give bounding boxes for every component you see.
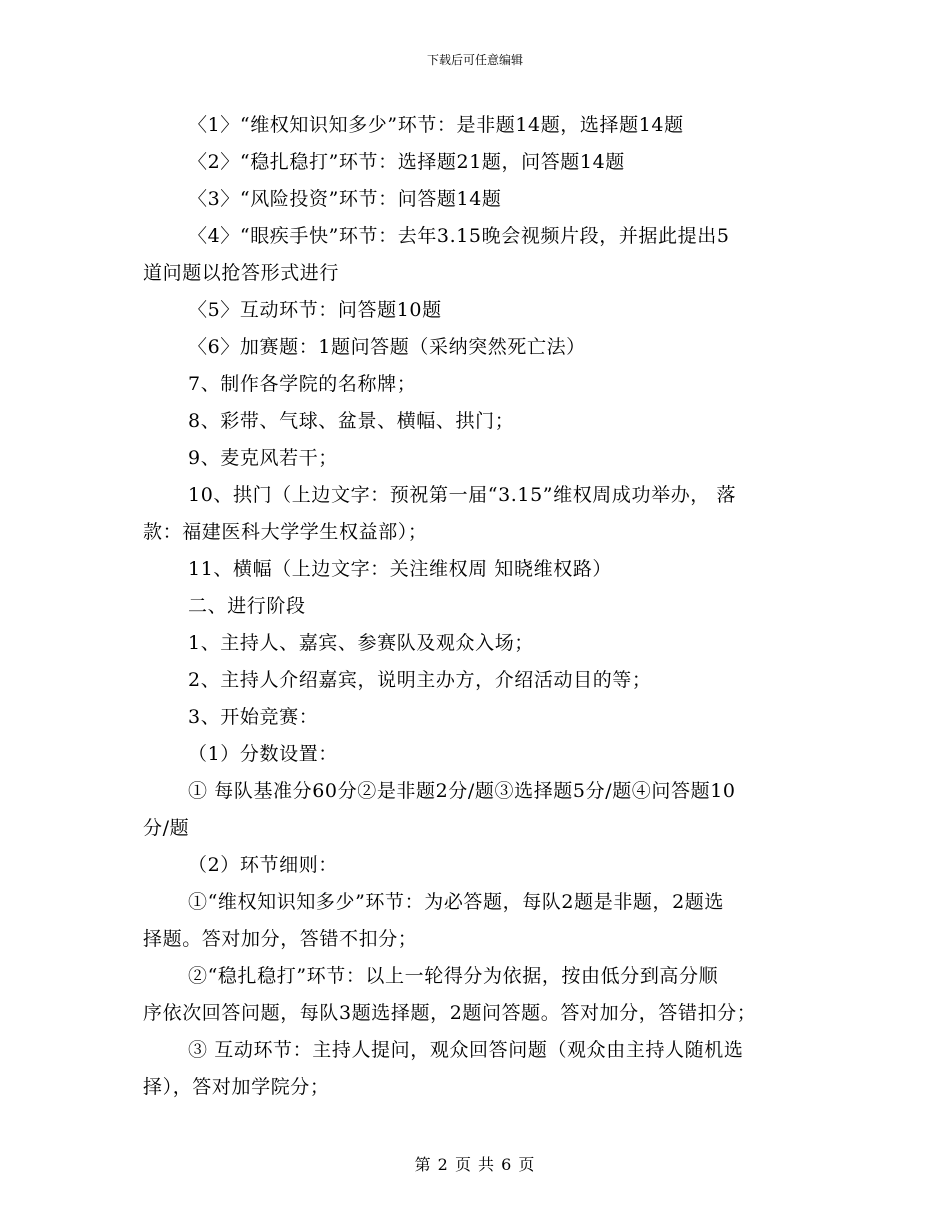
body-line: 择），答对加学院分；: [143, 1076, 330, 1098]
section-heading: 二、进行阶段: [188, 595, 306, 617]
body-line: 9、麦克风若干；: [188, 447, 338, 469]
body-line: 10、拱门（上边文字：预祝第一届“3.15”维权周成功举办， 落: [188, 484, 737, 506]
body-line: 7、制作各学院的名称牌；: [188, 373, 417, 395]
body-line: 8、彩带、气球、盆景、横幅、拱门；: [188, 410, 515, 432]
body-line: （1）分数设置：: [188, 743, 338, 765]
body-line: ① 每队基准分60分②是非题2分/题③选择题5分/题④问答题10: [188, 780, 736, 802]
body-line: 2、主持人介绍嘉宾，说明主办方，介绍活动目的等；: [188, 669, 652, 691]
body-line: 〈3〉“风险投资”环节：问答题14题: [188, 188, 502, 210]
body-line: ③ 互动环节：主持人提问，观众回答问题（观众由主持人随机选: [188, 1039, 744, 1061]
body-line: 道问题以抢答形式进行: [143, 262, 340, 284]
body-line: （2）环节细则：: [188, 854, 338, 876]
body-line: 1、主持人、嘉宾、参赛队及观众入场；: [188, 632, 534, 654]
body-line: 〈2〉“稳扎稳打”环节：选择题21题，问答题14题: [188, 151, 625, 173]
body-line: 款：福建医科大学学生权益部）；: [143, 521, 428, 543]
body-line: 分/题: [143, 817, 190, 839]
page-header-note: 下载后可任意编辑: [426, 53, 523, 67]
body-line: 〈6〉加赛题：1题问答题（采纳突然死亡法）: [188, 336, 586, 358]
body-line: 〈1〉“维权知识知多少”环节：是非题14题，选择题14题: [188, 114, 684, 136]
body-line: 择题。答对加分，答错不扣分；: [143, 928, 418, 950]
body-line: 〈4〉“眼疾手快”环节：去年3.15晚会视频片段，并据此提出5: [188, 225, 730, 247]
page-footer-page-number: 第 2 页 共 6 页: [414, 1155, 536, 1174]
body-line: 序依次回答问题，每队3题选择题，2题问答题。答对加分，答错扣分；: [143, 1002, 757, 1024]
body-line: 3、开始竞赛：: [188, 706, 319, 728]
body-line: ②“稳扎稳打”环节：以上一轮得分为依据，按由低分到高分顺: [188, 965, 719, 987]
body-line: 〈5〉互动环节：问答题10题: [188, 299, 442, 321]
body-line: ①“维权知识知多少”环节：为必答题，每队2题是非题，2题选: [188, 891, 725, 913]
body-line: 11、横幅（上边文字：关注维权周 知晓维权路）: [188, 558, 613, 580]
